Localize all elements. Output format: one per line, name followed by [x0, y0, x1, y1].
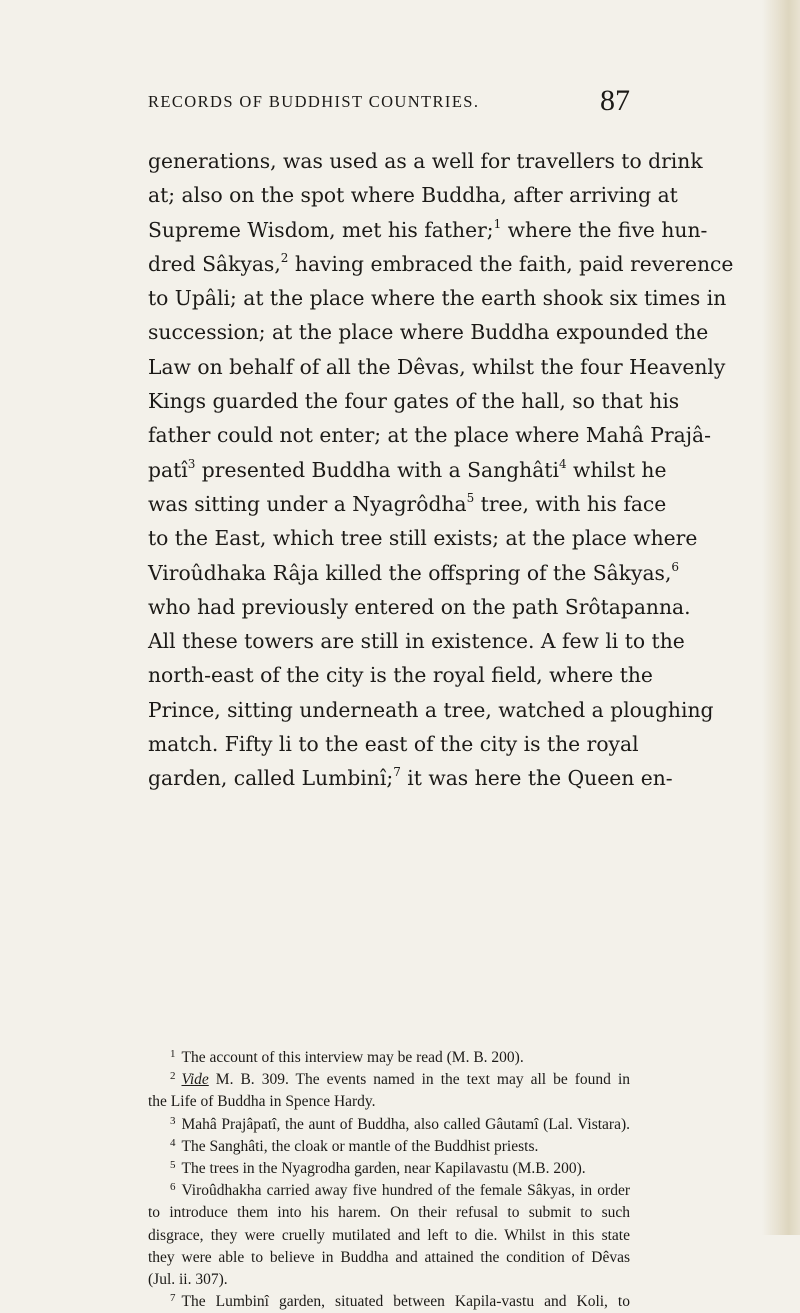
text-line: Supreme Wisdom, met his father;$^1$ where the five hun-	[148, 216, 708, 242]
running-head: RECORDS OF BUDDHIST COUNTRIES.	[148, 92, 480, 111]
text-line: match. Fifty li to the east of the city is the royal	[148, 732, 639, 757]
text-line: All these towers are still in existence. A few li to the	[148, 629, 685, 654]
text-line: to Upâli; at the place where the earth shook six times in	[148, 286, 727, 311]
footnote-6-cont: they were able to believe in Buddha and attained the condition of Dêvas	[148, 1248, 630, 1266]
page-number: 87	[600, 84, 630, 117]
text-line: Prince, sitting underneath a tree, watched a ploughing	[148, 697, 714, 722]
page-header	[148, 84, 630, 118]
text-line: was sitting under a Nyagrôdha$^5$ tree, with his face	[148, 490, 667, 516]
footnote-1: $^1$ The account of this interview may be read (M. B. 200).	[170, 1048, 524, 1066]
footnote-3: $^3$ Mahâ Prajâpatî, the aunt of Buddha, also called Gâutamî (Lal. Vistara).	[170, 1114, 630, 1133]
text-line: Viroûdhaka Râja killed the offspring of the Sâkyas,$^6$	[148, 559, 680, 585]
text-line: patî$^3$ presented Buddha with a Sanghâti$^4$ whilst he	[148, 456, 667, 482]
footnote-6: $^6$ Viroûdhakha carried away five hundred of the female Sâkyas, in order	[170, 1181, 630, 1200]
footnote-7: $^7$ The Lumbinî garden, situated between Kapila-vastu and Koli, to	[170, 1292, 630, 1311]
footnote-ref: 7	[393, 765, 401, 780]
footnote-6-cont: disgrace, they were cruelly mutilated and left to die. Whilst in this state	[148, 1226, 630, 1244]
footnote-5: $^5$ The trees in the Nyagrodha garden, near Kapilavastu (M.B. 200).	[170, 1159, 586, 1178]
footnote-ref: 6	[671, 559, 680, 574]
text-line: father could not enter; at the place where Mahâ Prajâ-	[148, 423, 711, 448]
text-line: generations, was used as a well for travellers to drink	[148, 149, 703, 173]
text-line: who had previously entered on the path Srôtapanna.	[148, 594, 691, 619]
footnotes	[148, 1047, 630, 1313]
text-line: garden, called Lumbinî;$^7$ it was here the Queen en-	[148, 765, 673, 791]
footnote-2-cont: the Life of Buddha in Spence Hardy.	[148, 1093, 376, 1111]
text-line: Law on behalf of all the Dêvas, whilst the four Heavenly	[148, 354, 726, 379]
text-line: north-east of the city is the royal field, where the	[148, 663, 653, 688]
text-line: succession; at the place where Buddha expounded the	[148, 320, 709, 345]
footnote-ref: 1	[493, 216, 502, 231]
text-line: at; also on the spot where Buddha, after arriving at	[148, 183, 678, 208]
text-line: to the East, which tree still exists; at the place where	[148, 526, 698, 551]
page-edge-shadow	[762, 0, 800, 1235]
footnote-ref: 2	[280, 250, 289, 265]
text-line: Kings guarded the four gates of the hall, so that his	[148, 389, 680, 414]
footnote-ref: 4	[558, 456, 567, 471]
body-text	[148, 144, 734, 796]
footnote-ref: 5	[466, 490, 475, 505]
footnote-6-cont: (Jul. ii. 307).	[148, 1271, 228, 1289]
footnote-4: $^4$ The Sanghâti, the cloak or mantle of the Buddhist priests.	[170, 1136, 539, 1155]
footnote-6-cont: to introduce them into his harem. On their refusal to submit to such	[148, 1204, 630, 1222]
footnote-2: $^2$ Vide M. B. 309. The events named in the text may all be found in	[170, 1070, 631, 1089]
footnote-ref: 3	[187, 456, 196, 471]
text-line: dred Sâkyas,$^2$ having embraced the faith, paid reverence	[148, 250, 734, 276]
